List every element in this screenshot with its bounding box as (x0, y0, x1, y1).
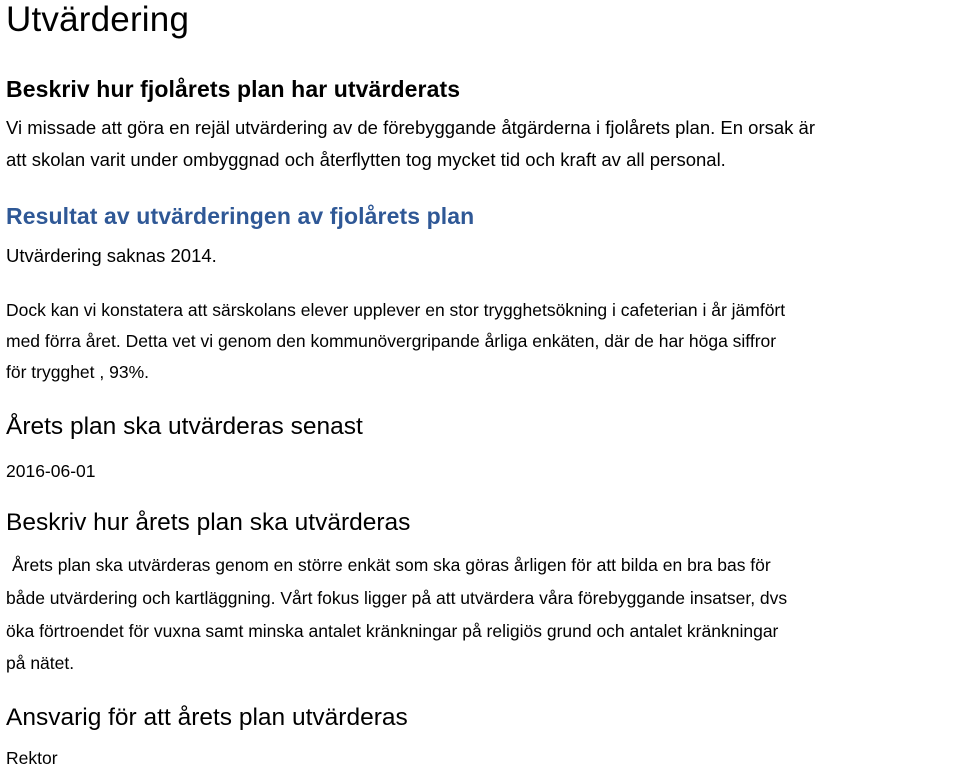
section-text-line: Vi missade att göra en rejäl utvärdering av de förebyggande åtgärderna i fjolårets plan. En orsak är (6, 117, 815, 138)
section-heading-responsible: Ansvarig för att årets plan utvärderas (6, 704, 408, 731)
section-heading-evaluation-deadline: Årets plan ska utvärderas senast (6, 413, 363, 440)
paragraph-line: Årets plan ska utvärderas genom en större enkät som ska göras årligen för att bilda en bra bas för (12, 555, 771, 575)
paragraph-line: Dock kan vi konstatera att särskolans elever upplever en stor trygghetsökning i cafeterian i år jämfört (6, 300, 786, 320)
section-heading-evaluation-plan: Beskriv hur årets plan ska utvärderas (6, 509, 411, 536)
section-heading-evaluation-method: Beskriv hur fjolårets plan har utvärderats (6, 76, 461, 102)
paragraph-line: på nätet. (6, 653, 75, 673)
paragraph-line: med förra året. Detta vet vi genom den kommunövergripande årliga enkäten, där de har höga siffror (6, 331, 777, 351)
page-title: Utvärdering (6, 0, 190, 39)
paragraph-line: både utvärdering och kartläggning. Vårt fokus ligger på att utvärdera våra förebyggande insatser, dvs (6, 588, 788, 608)
section-heading-evaluation-result: Resultat av utvärderingen av fjolårets plan (6, 203, 475, 229)
section-text-line: Utvärdering saknas 2014. (6, 245, 217, 266)
responsible-person: Rektor (6, 748, 58, 768)
paragraph-line: öka förtroendet för vuxna samt minska antalet kränkningar på religiös grund och antalet kränkningar (6, 621, 779, 641)
paragraph-line: för trygghet , 93%. (6, 362, 149, 382)
section-text-line: att skolan varit under ombyggnad och återflytten tog mycket tid och kraft av all personal. (6, 149, 726, 170)
evaluation-deadline-date: 2016-06-01 (6, 461, 96, 481)
